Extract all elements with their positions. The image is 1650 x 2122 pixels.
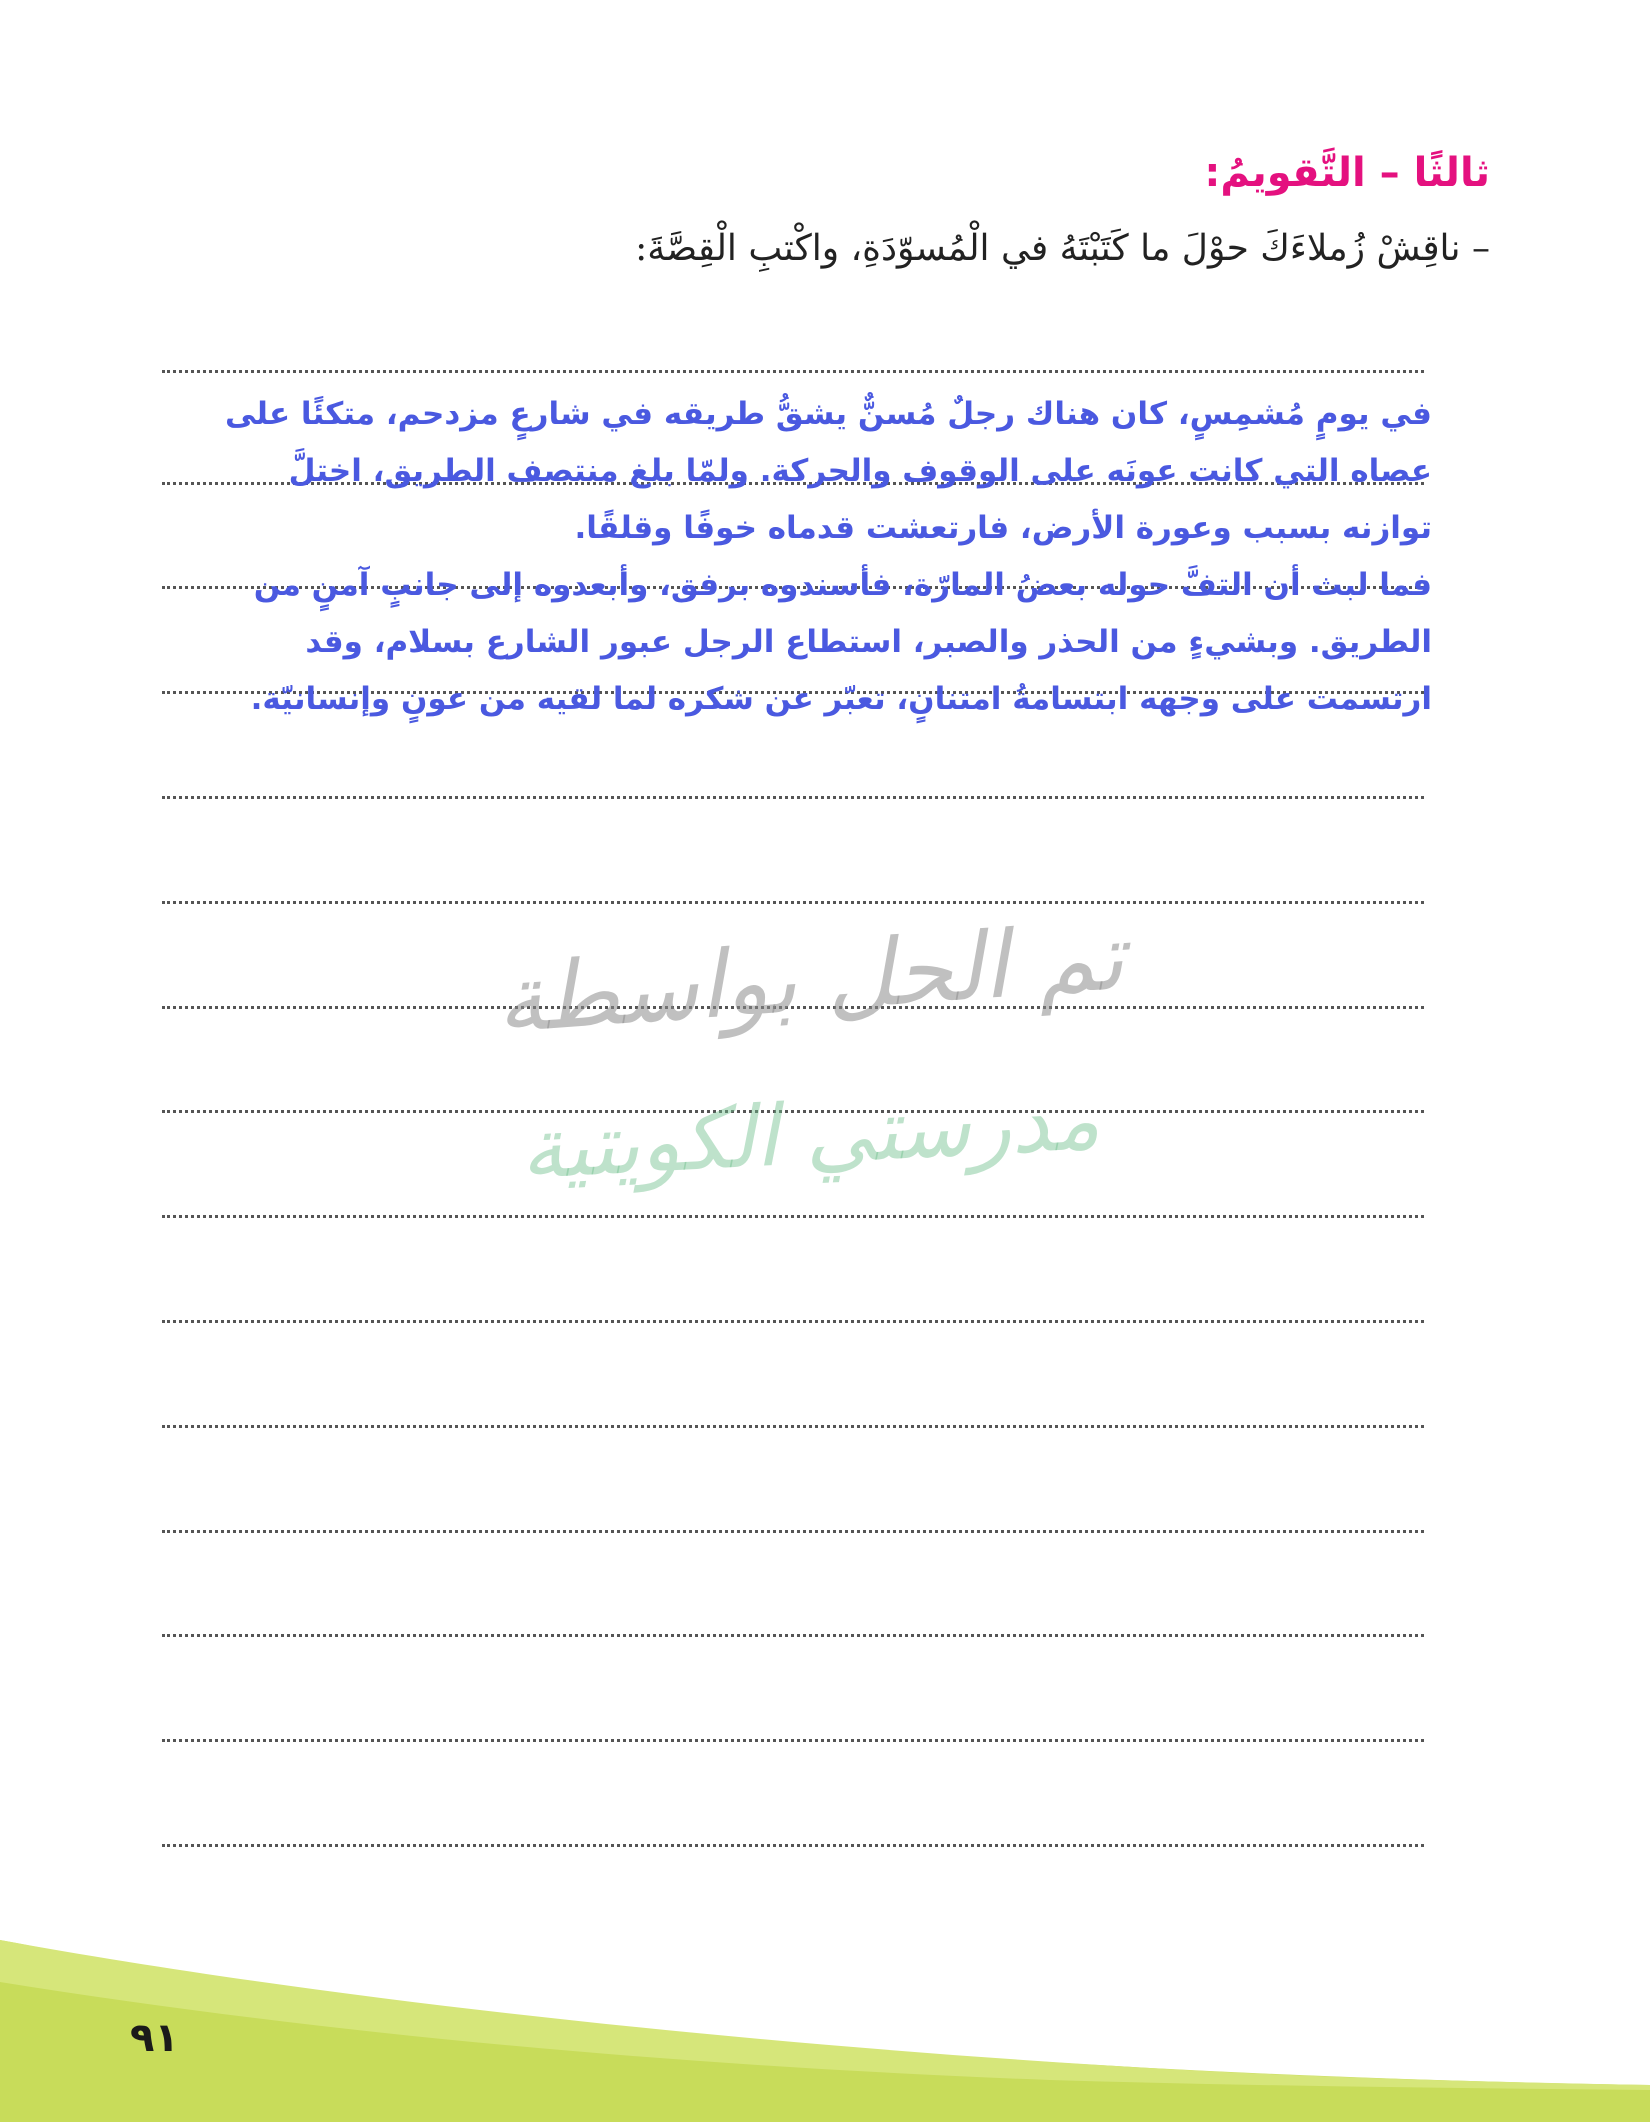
- watermark-line-1: تم الحل بواسطة: [492, 903, 1128, 1054]
- writing-line: [162, 1006, 1424, 1009]
- answer-line: في يومٍ مُشمِسٍ، كان هناك رجلٌ مُسنٌّ يشقُّ طريقه في شارعٍ مزدحم، متكئًا على: [224, 396, 1432, 432]
- page-number: ٩١: [130, 2015, 179, 2061]
- answer-line: فما لبث أن التفَّ حوله بعضُ المارّة، فأسندوه برفق، وأبعدوه إلى جانبٍ آمنٍ من: [253, 567, 1432, 603]
- watermark-line-2: مدرستي الكويتية: [517, 1069, 1103, 1199]
- answer-line: توازنه بسبب وعورة الأرض، فارتعشت قدماه خوفًا وقلقًا.: [574, 510, 1432, 546]
- answer-line: عصاه التي كانت عونَه على الوقوف والحركة. ولمّا بلغ منتصف الطريق، اختلَّ: [288, 453, 1432, 489]
- writing-line: [162, 1425, 1424, 1428]
- writing-line: [162, 1739, 1424, 1742]
- writing-line: [162, 1320, 1424, 1323]
- answer-line: ارتسمت على وجهه ابتسامةُ امتنانٍ، تعبّر عن شكره لما لقيه من عونٍ وإنسانيّة.: [250, 681, 1432, 717]
- writing-line: [162, 1215, 1424, 1218]
- writing-line: [162, 901, 1424, 904]
- writing-line: [162, 1530, 1424, 1533]
- writing-line: [162, 1844, 1424, 1847]
- answer-paragraph: [182, 386, 1432, 728]
- writing-line: [162, 796, 1424, 799]
- footer-wave-band: [0, 1900, 1650, 2122]
- writing-line: [162, 1634, 1424, 1637]
- answer-line: الطريق. وبشيءٍ من الحذر والصبر، استطاع الرجل عبور الشارع بسلام، وقد: [305, 624, 1432, 660]
- instruction-text: – ناقِشْ زُملاءَكَ حوْلَ ما كَتَبْتَهُ في الْمُسوّدَةِ، واكْتبِ الْقِصَّةَ:: [635, 228, 1490, 269]
- writing-line: [162, 1110, 1424, 1113]
- writing-line: [162, 370, 1424, 373]
- section-heading: ثالثًا – التَّقويمُ:: [1204, 150, 1490, 196]
